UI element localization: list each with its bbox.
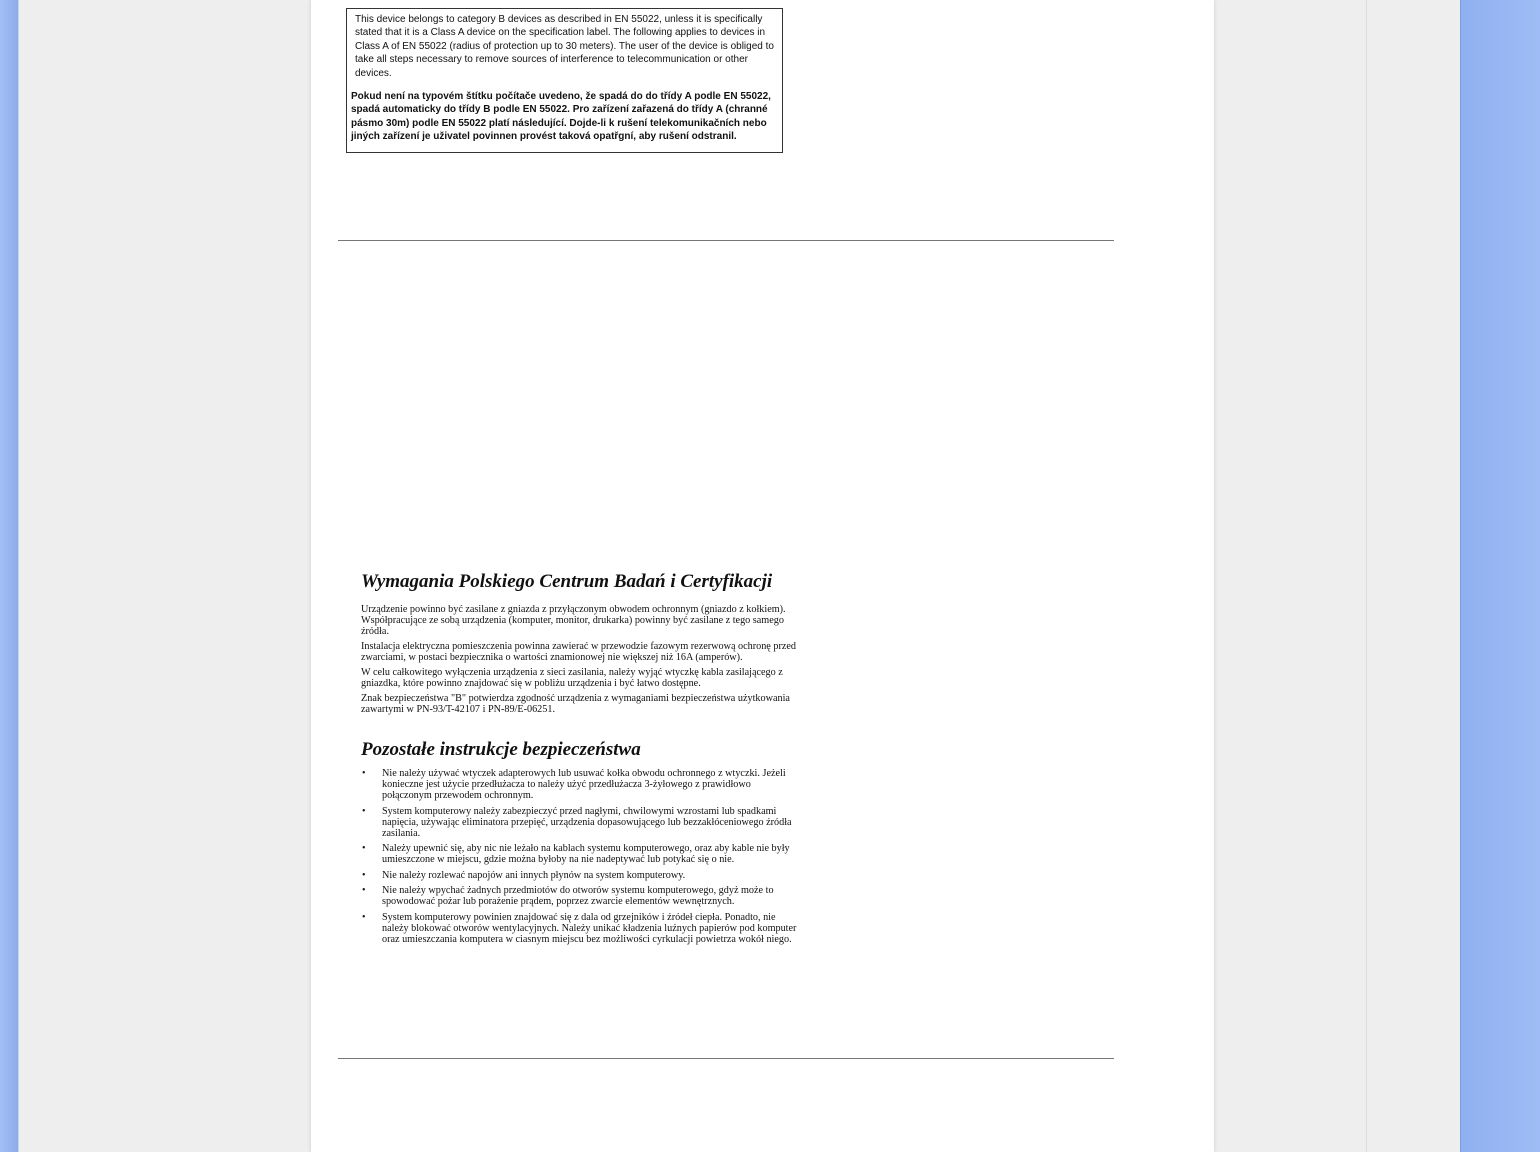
list-item [361, 768, 801, 801]
bullet-icon: • [362, 843, 366, 854]
list-item-text: Nie należy rozlewać napojów ani innych płynów na system komputerowy. [382, 869, 686, 881]
list-item [361, 843, 801, 865]
requirement-paragraph: W celu całkowitego wyłączenia urządzenia z sieci zasilania, należy wyjąć wtyczkę kabla zasilającego z gniazdka, które powinno znajdować się w pobliżu urządzenia i być łatwo dostępne. [361, 667, 783, 689]
list-item-text: System komputerowy powinien znajdować się z dala od grzejników i źródeł ciepła. Ponadto, nie należy blokować otworów wentylacyjnych. Należy unikać kładzenia luźnych papierów pod komputer oraz umieszczania komputera w ciasnym miejscu bez możliwości cyrkulacji powietrza wokół niego. [382, 911, 797, 945]
emc-notice-box [346, 8, 783, 153]
bullet-icon: • [362, 768, 366, 779]
list-item [361, 806, 801, 839]
bullet-icon: • [362, 805, 366, 817]
other-safety-title: Pozostałe instrukcje bezpieczeństwa [361, 739, 641, 760]
list-item-text: Nie należy używać wtyczek adapterowych lub usuwać kołka obwodu ochronnego z wtyczki. Jeżeli konieczne jest użycie przedłużacza to należy użyć przedłużacza 3-żyłowego z prawidłowo połączonym przewodem ochronnym. [382, 768, 786, 801]
notice-czech-text: Pokud není na typovém štítku počítače uvedeno, že spadá do do třídy A podle EN 55022, spadá automaticky do třídy B podle EN 55022. Pro zařízení zařazená do třídy A (chranné pásmo 30m) podle EN 55022 platí následující. Dojde-li k rušení telekomunikačních nebo jiných zařízení je uživatel povinnen provést taková opatřgní, aby rušení odstranil. [351, 91, 771, 143]
list-item-text: System komputerowy należy zabezpieczyć przed nagłymi, chwilowymi wzrostami lub spadkami napięcia, używając eliminatora przepięć, urządzenia dopasowującego lub bezzakłóceniowego źródła zasilania. [382, 805, 792, 839]
bullet-icon: • [362, 869, 366, 881]
list-item-text: Należy upewnić się, aby nic nie leżało na kablach systemu komputerowego, oraz aby kable nie były umieszczone w miejscu, gdzie można byłoby na nie nadeptywać lub potykać się o nie. [382, 843, 790, 865]
polish-requirements-title: Wymagania Polskiego Centrum Badań i Certyfikacji [361, 571, 773, 592]
polish-requirements-section [361, 571, 801, 719]
other-safety-section [361, 739, 801, 949]
window-right-border [1460, 0, 1540, 1152]
window-left-border [0, 0, 18, 1152]
list-item-text: Nie należy wpychać żadnych przedmiotów do otworów systemu komputerowego, gdyż może to spowodować pożar lub porażenie prądem, poprzez zwarcie elementów wewnętrznych. [382, 885, 774, 907]
requirement-paragraph: Instalacja elektryczna pomieszczenia powinna zawierać w przewodzie fazowym rezerwową ochronę przed zwarciami, w postaci bezpiecznika o wartości znamionowej nie większej niż 16A (amperów). [361, 641, 796, 663]
safety-instructions-list [361, 768, 801, 945]
notice-english-text: This device belongs to category B devices as described in EN 55022, unless it is specifically stated that it is a Class A device on the specification label. The following applies to devices in Class A of EN 55022 (radius of protection up to 30 meters). The user of the device is obliged to take all steps necessary to remove sources of interference to telecommunication or other devices. [355, 14, 774, 79]
section-divider [338, 1058, 1114, 1059]
requirement-paragraph: Znak bezpieczeństwa "B" potwierdza zgodność urządzenia z wymaganiami bezpieczeństwa użytkowania zawartymi w PN-93/T-42107 i PN-89/E-06251. [361, 693, 790, 715]
list-item [361, 885, 801, 907]
section-divider [338, 240, 1114, 241]
list-item [361, 870, 801, 881]
list-item [361, 912, 801, 945]
viewport-divider [1366, 0, 1367, 1152]
bullet-icon: • [362, 885, 366, 896]
requirement-paragraph: Urządzenie powinno być zasilane z gniazda z przyłączonym obwodem ochronnym (gniazdo z kołkiem). Współpracujące ze sobą urządzenia (komputer, monitor, drukarka) powinny być zasilane z tego samego źródła. [361, 604, 786, 637]
bullet-icon: • [362, 911, 366, 923]
